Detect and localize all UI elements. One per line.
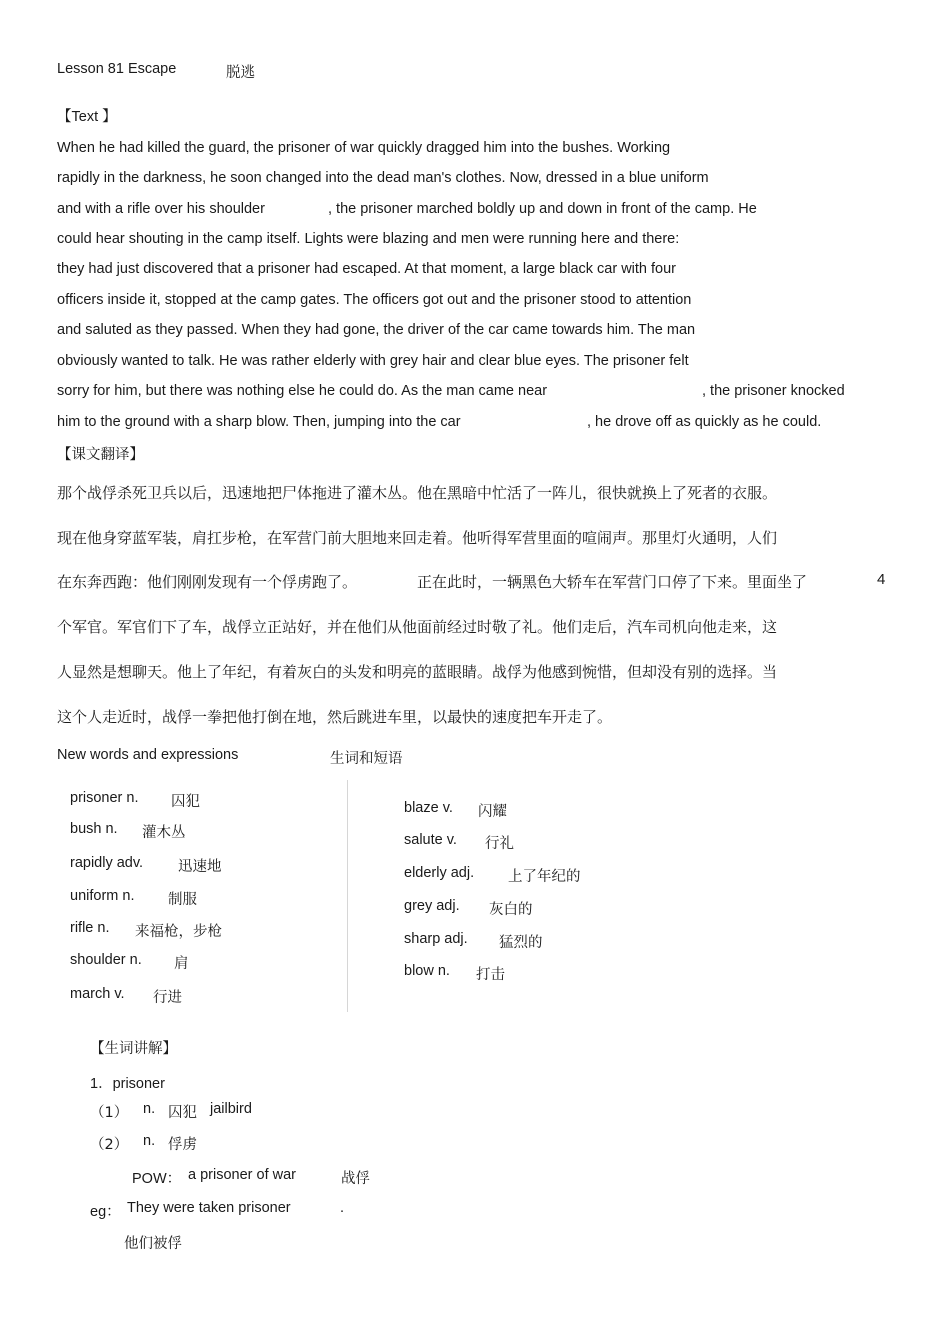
vocab-word: salute v. (404, 832, 457, 848)
text-line: and saluted as they passed. When they had gone, the driver of the car came towards him. The man (57, 322, 696, 338)
vocab-meaning: 灌木丛 (142, 825, 186, 841)
text-line: him to the ground with a sharp blow. Then, jumping into the car (57, 414, 461, 430)
sense-meaning: 囚犯 (168, 1105, 197, 1121)
vocab-column-divider (347, 780, 348, 1012)
sense-number: （1） (90, 1105, 129, 1121)
vocab-meaning: 灰白的 (489, 902, 533, 918)
pow-english: a prisoner of war (188, 1167, 296, 1183)
vocab-word: blow n. (404, 963, 450, 979)
text-line-cont: , the prisoner marched boldly up and down in front of the camp. He (328, 201, 757, 217)
vocab-meaning: 迅速地 (178, 859, 222, 875)
vocab-word: grey adj. (404, 898, 460, 914)
translation-line: 这个人走近时，战俘一拳把他打倒在地，然后跳进车里，以最快的速度把车开走了。 (57, 708, 613, 726)
text-heading: 【Text 】 (57, 109, 117, 125)
example-sentence: They were taken prisoner (127, 1200, 291, 1216)
vocab-word: bush n. (70, 821, 118, 837)
translation-heading: 【课文翻译】 (57, 447, 144, 463)
vocab-word: shoulder n. (70, 952, 142, 968)
text-line: When he had killed the guard, the prisoner of war quickly dragged him into the bushes. Working (57, 140, 671, 156)
translation-line: 个军官。军官们下了车，战俘立正站好，并在他们从他面前经过时敬了礼。他们走后，汽车司机向他走来，这 (57, 618, 778, 636)
vocab-meaning: 行进 (153, 990, 182, 1006)
example-label: eg： (90, 1204, 121, 1220)
vocab-meaning: 制服 (168, 892, 197, 908)
vocab-word: rifle n. (70, 920, 110, 936)
text-line-cont: , the prisoner knocked (702, 383, 845, 399)
sense-number: （2） (90, 1137, 129, 1153)
text-line: rapidly in the darkness, he soon changed into the dead man's clothes. Now, dressed in a blue uniform (57, 170, 709, 186)
translation-line-cont: 正在此时，一辆黑色大轿车在军营门口停了下来。里面坐了 (417, 573, 808, 591)
text-line: sorry for him, but there was nothing else he could do. As the man came near (57, 383, 548, 399)
vocab-word: elderly adj. (404, 865, 475, 881)
text-line: and with a rifle over his shoulder (57, 201, 265, 217)
vocab-heading-cn: 生词和短语 (330, 751, 403, 767)
lesson-title-cn: 脱逃 (226, 65, 255, 81)
vocab-meaning: 来福枪，步枪 (135, 924, 222, 940)
text-line: they had just discovered that a prisoner had escaped. At that moment, a large black car with four (57, 261, 677, 277)
vocab-meaning: 肩 (174, 956, 189, 972)
explain-item-title: 1．prisoner (90, 1076, 165, 1092)
vocab-word: sharp adj. (404, 931, 468, 947)
sense-synonym: jailbird (210, 1101, 252, 1117)
vocab-word: prisoner n. (70, 790, 139, 806)
vocab-meaning: 打击 (476, 967, 505, 983)
vocab-meaning: 闪耀 (478, 804, 507, 820)
text-line: officers inside it, stopped at the camp gates. The officers got out and the prisoner stood to attention (57, 292, 692, 308)
pow-chinese: 战俘 (341, 1171, 370, 1187)
sense-pos: n. (143, 1101, 156, 1117)
text-line: could hear shouting in the camp itself. Lights were blazing and men were running here and there: (57, 231, 680, 247)
translation-line: 人显然是想聊天。他上了年纪，有着灰白的头发和明亮的蓝眼睛。战俘为他感到惋惜，但却没有别的选择。当 (57, 663, 778, 681)
text-line: obviously wanted to talk. He was rather elderly with grey hair and clear blue eyes. The prisoner felt (57, 353, 689, 369)
sense-pos: n. (143, 1133, 156, 1149)
vocab-meaning: 囚犯 (171, 794, 200, 810)
vocab-word: march v. (70, 986, 125, 1002)
text-line-cont: , he drove off as quickly as he could. (587, 414, 822, 430)
vocab-word: rapidly adv. (70, 855, 144, 871)
vocab-heading: New words and expressions (57, 747, 239, 763)
vocab-word: blaze v. (404, 800, 453, 816)
vocab-meaning: 猛烈的 (499, 935, 543, 951)
translation-line: 现在他身穿蓝军装，肩扛步枪，在军营门前大胆地来回走着。他听得军营里面的喧闹声。那里灯火通明，人们 (57, 529, 778, 547)
translation-number: 4 (877, 571, 886, 588)
translation-line: 在东奔西跑：他们刚刚发现有一个俘虏跑了。 (57, 573, 358, 591)
sense-meaning: 俘虏 (168, 1137, 197, 1153)
explain-heading: 【生词讲解】 (90, 1041, 177, 1057)
vocab-word: uniform n. (70, 888, 135, 904)
example-period: . (340, 1200, 345, 1216)
lesson-title: Lesson 81 Escape (57, 61, 177, 77)
pow-label: POW： (132, 1171, 182, 1187)
vocab-meaning: 行礼 (485, 836, 514, 852)
vocab-meaning: 上了年纪的 (508, 869, 581, 885)
example-translation: 他们被俘 (124, 1236, 182, 1252)
translation-line: 那个战俘杀死卫兵以后，迅速地把尸体拖进了灌木丛。他在黑暗中忙活了一阵儿，很快就换上了死者的衣服。 (57, 484, 778, 502)
